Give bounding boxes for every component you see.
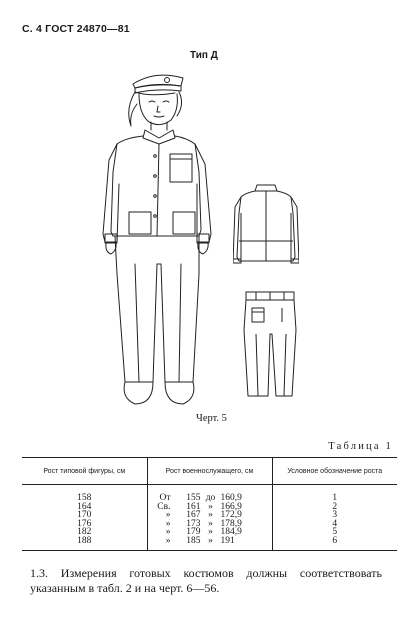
- table-row: [148, 537, 272, 546]
- paragraph-line: 1.3. Измерения готовых костюмов должны соответствовать: [30, 566, 382, 580]
- table-row: 2: [332, 501, 338, 512]
- table-row: 182: [77, 527, 92, 538]
- height-code-cell: [272, 485, 397, 551]
- table-title: Таблица 1: [328, 441, 393, 452]
- range-high: 160,9: [220, 493, 242, 503]
- range-separator: »: [208, 527, 213, 538]
- table-row: 158: [77, 493, 92, 503]
- trousers-back-drawing: [242, 290, 298, 398]
- serviceman-height-cell: [147, 485, 272, 551]
- range-separator: »: [208, 535, 213, 546]
- range-low: 173: [186, 518, 201, 529]
- range-prefix: »: [165, 518, 171, 529]
- table-row: 170: [77, 510, 92, 521]
- range-low: 161: [186, 501, 201, 512]
- paragraph-line: указанным в табл. 2 и на черт. 6—56.: [30, 581, 220, 595]
- range-prefix: От: [159, 493, 171, 503]
- figure-caption: Черт. 5: [196, 413, 227, 424]
- range-low: 155: [186, 493, 201, 503]
- range-separator: »: [208, 510, 213, 521]
- range-low: 179: [186, 527, 201, 538]
- range-low: 185: [186, 535, 201, 546]
- range-separator: до: [205, 493, 216, 503]
- range-high: 178,9: [220, 518, 242, 529]
- column-header-serviceman-height: Рост военнослужащего, см: [147, 458, 272, 485]
- column-header-height-code: Условное обозначение роста: [272, 458, 397, 485]
- figure-sailor-drawing: [95, 64, 225, 414]
- table-row: 4: [332, 518, 338, 529]
- figure-type-label: Тип Д: [190, 50, 218, 61]
- table-row: 164: [77, 501, 92, 512]
- range-high: 172,9: [220, 510, 242, 521]
- range-prefix: »: [165, 510, 171, 521]
- range-high: 166,9: [220, 501, 242, 512]
- range-prefix: Св.: [157, 501, 171, 512]
- table-row: 5: [332, 527, 338, 538]
- typical-height-cell: [22, 485, 147, 551]
- table-row: 1: [332, 493, 338, 503]
- table-row: 3: [332, 510, 338, 521]
- range-separator: »: [208, 518, 213, 529]
- range-prefix: »: [165, 535, 171, 546]
- table-data-row: [22, 485, 397, 551]
- page-header: С. 4 ГОСТ 24870—81: [22, 23, 130, 35]
- height-table: [22, 457, 397, 551]
- column-header-typical-height: Рост типовой фигуры, см: [22, 458, 147, 485]
- range-separator: »: [208, 501, 213, 512]
- range-high: 184,9: [220, 527, 242, 538]
- paragraph-1-3: [30, 566, 382, 596]
- table-row: 6: [332, 535, 338, 546]
- range-prefix: »: [165, 527, 171, 538]
- table-header-row: [22, 458, 397, 485]
- table-row: 176: [77, 518, 92, 529]
- range-high: 191: [220, 535, 235, 546]
- jacket-back-drawing: [233, 183, 299, 269]
- table-row: 188: [77, 535, 92, 546]
- range-low: 167: [186, 510, 201, 521]
